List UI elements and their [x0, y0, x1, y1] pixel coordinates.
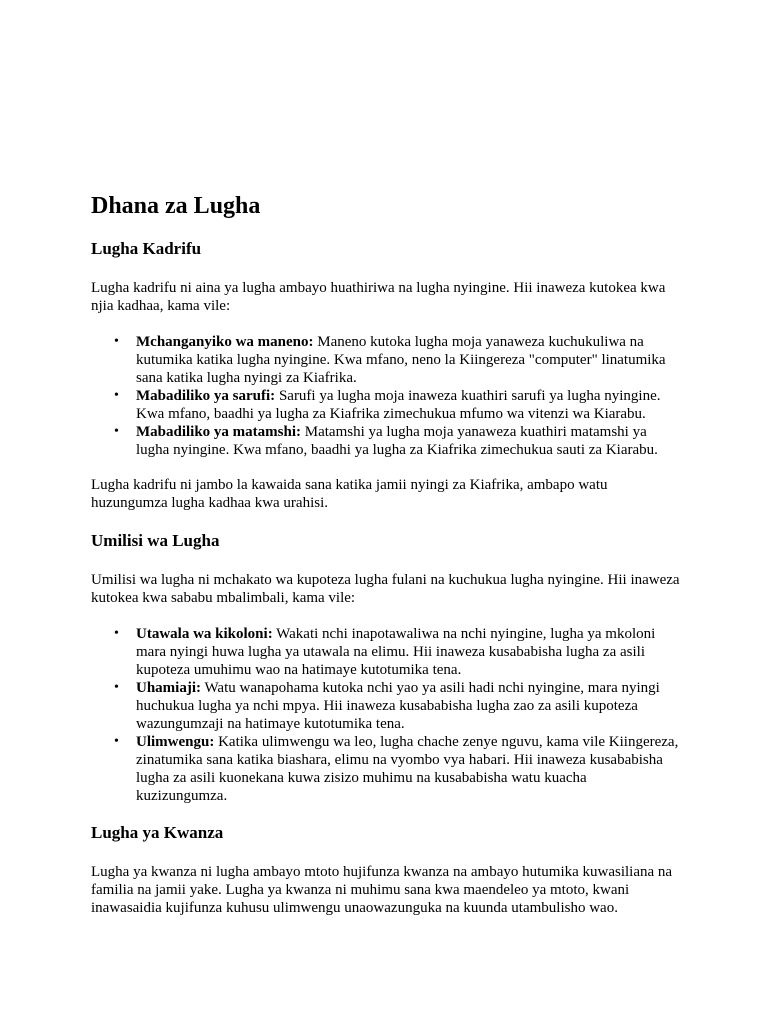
section-heading-umilisi-wa-lugha: Umilisi wa Lugha	[91, 531, 220, 550]
section-outro: Lugha kadrifu ni jambo la kawaida sana katika jamii nyingi za Kiafrika, ambapo watu huzungumza lugha kadhaa kwa urahisi.	[91, 477, 608, 511]
list-item-text: Wakati nchi inapotawaliwa na nchi nyingine, lugha ya mkoloni mara nyingi huwa lugha ya utawala na elimu. Hii inaweza kusababisha lugha za asili kupoteza umuhimu wao na hatimaye kutotumika tena.	[136, 626, 656, 678]
section-heading-lugha-ya-kwanza: Lugha ya Kwanza	[91, 823, 224, 842]
list-item	[114, 733, 681, 805]
section-intro: Umilisi wa lugha ni mchakato wa kupoteza lugha fulani na kuchukua lugha nyingine. Hii inaweza kutokea kwa sababu mbalimbali, kama vile:	[91, 572, 680, 606]
list-item	[114, 333, 681, 387]
list-item	[114, 387, 681, 423]
bullet-icon: •	[114, 388, 119, 403]
list-item-term: Mabadiliko ya sarufi:	[136, 388, 276, 404]
list-item-text: Watu wanapohama kutoka nchi yao ya asili hadi nchi nyingine, mara nyingi huchukua lugha ya nchi mpya. Hii inaweza kusababisha lugha zao za asili kupoteza wazungumzaji na hatimaye kutotumika tena.	[136, 680, 660, 732]
section-intro: Lugha ya kwanza ni lugha ambayo mtoto hujifunza kwanza na ambayo hutumika kuwasiliana na familia na jamii yake. Lugha ya kwanza ni muhimu sana kwa maendeleo ya mtoto, kwani inawasaidia kujifunza kuhusu ulimwengu unaowazunguka na kuunda utambulisho wao.	[91, 864, 673, 916]
bullet-list	[91, 625, 681, 805]
bullet-list	[91, 333, 681, 459]
list-item-term: Mabadiliko ya matamshi:	[136, 424, 302, 440]
list-item	[114, 679, 681, 733]
list-item-text: Sarufi ya lugha moja inaweza kuathiri sarufi ya lugha nyingine. Kwa mfano, baadhi ya lugha za Kiafrika zimechukua mfumo wa vitenzi wa Kiarabu.	[136, 388, 661, 422]
list-item-term: Mchanganyiko wa maneno:	[136, 334, 314, 350]
list-item-text: Katika ulimwengu wa leo, lugha chache zenye nguvu, kama vile Kiingereza, zinatumika sana katika biashara, elimu na vyombo vya habari. Hii inaweza kusababisha lugha za asili kuonekana kuwa zisizo muhimu na kusababisha watu kuacha kuzizungumza.	[136, 734, 679, 804]
section-intro: Lugha kadrifu ni aina ya lugha ambayo huathiriwa na lugha nyingine. Hii inaweza kutokea kwa njia kadhaa, kama vile:	[91, 280, 666, 314]
bullet-icon: •	[114, 424, 119, 439]
list-item-term: Ulimwengu:	[136, 734, 215, 750]
document-page	[91, 190, 681, 935]
list-item-text: Matamshi ya lugha moja yanaweza kuathiri matamshi ya lugha nyingine. Kwa mfano, baadhi ya lugha za Kiafrika zimechukua sauti za Kiarabu.	[136, 424, 658, 458]
page-title: Dhana za Lugha	[91, 193, 261, 219]
list-item-term: Utawala wa kikoloni:	[136, 626, 273, 642]
list-item	[114, 423, 681, 459]
bullet-icon: •	[114, 626, 119, 641]
list-item-term: Uhamiaji:	[136, 680, 201, 696]
list-item	[114, 625, 681, 679]
section-heading-lugha-kadrifu: Lugha Kadrifu	[91, 239, 202, 258]
bullet-icon: •	[114, 734, 119, 749]
bullet-icon: •	[114, 680, 119, 695]
bullet-icon: •	[114, 334, 119, 349]
list-item-text: Maneno kutoka lugha moja yanaweza kuchukuliwa na kutumika katika lugha nyingine. Kwa mfano, neno la Kiingereza "computer" linatumika sana katika lugha nyingi za Kiafrika.	[136, 334, 666, 386]
